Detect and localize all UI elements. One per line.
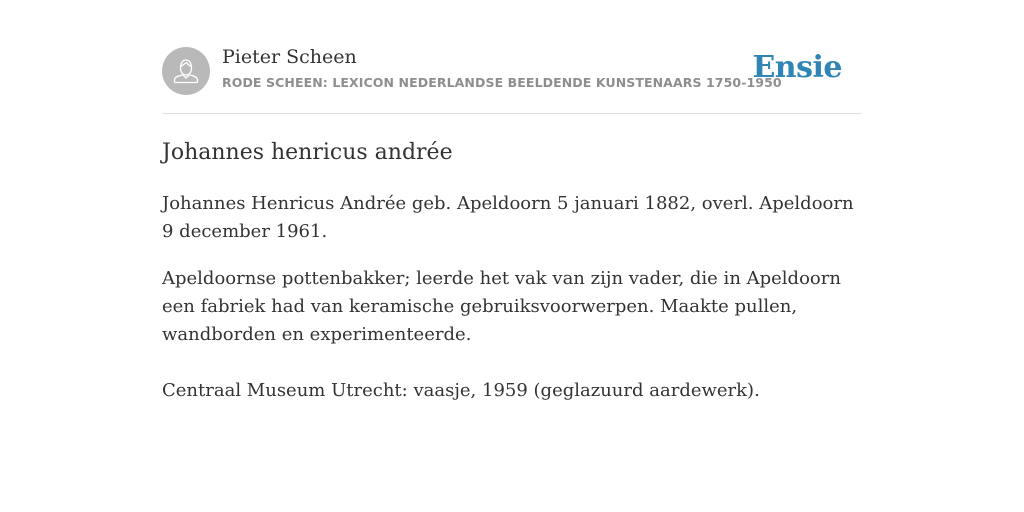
article-body [162, 190, 862, 405]
article-paragraph-2: Apeldoornse pottenbakker; leerde het vak van zijn vader, die in Apeldoorn een fabriek had van keramische gebruiksvoorwerpen. Maakte pullen, wandborden en experimenteerde. [162, 268, 841, 345]
article-paragraph-3: Centraal Museum Utrecht: vaasje, 1959 (geglazuurd aardewerk). [162, 380, 760, 401]
article-paragraph-1: Johannes Henricus Andrée geb. Apeldoorn 5 januari 1882, overl. Apeldoorn 9 december 1961. [162, 193, 854, 242]
source-title[interactable]: RODE SCHEEN: LEXICON NEDERLANDSE BEELDENDE KUNSTENAARS 1750-1950 [222, 75, 782, 90]
article-header [162, 40, 862, 114]
author-name[interactable]: Pieter Scheen [222, 46, 357, 68]
author-avatar[interactable] [162, 47, 210, 95]
article-title: Johannes henricus andrée [162, 140, 453, 165]
article-card [162, 40, 862, 405]
user-icon [162, 47, 210, 95]
ensie-logo[interactable]: Ensie [752, 50, 842, 85]
